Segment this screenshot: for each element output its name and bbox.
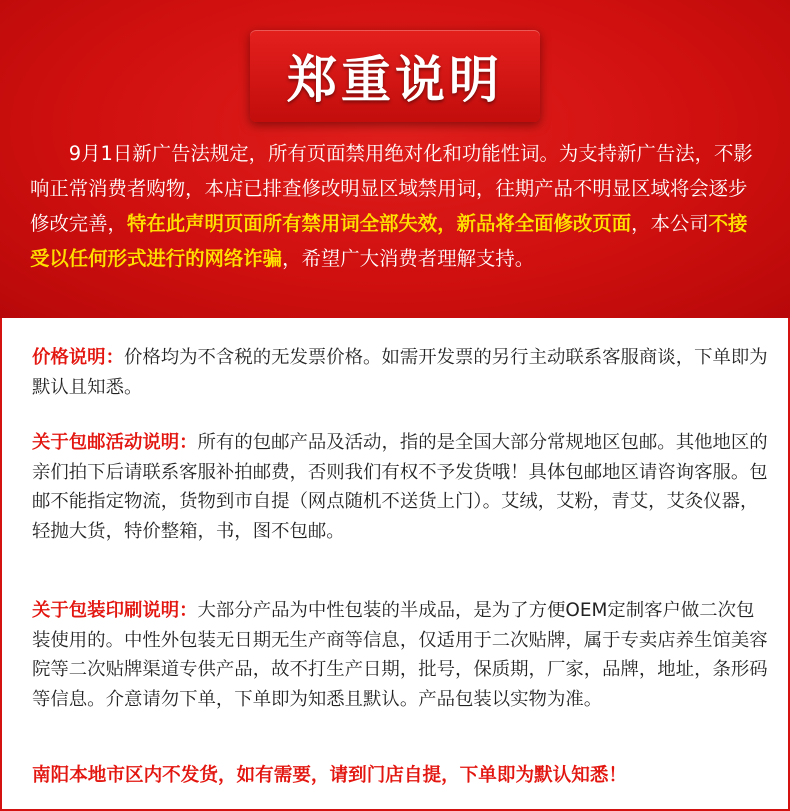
header-panel xyxy=(0,0,790,318)
title-banner xyxy=(250,30,540,122)
packaging-section xyxy=(32,596,770,714)
footer-notice: 南阳本地市区内不发货，如有需要，请到门店自提，下单即为默认知悉！ xyxy=(32,765,628,786)
header-notice xyxy=(30,136,762,276)
notice-text-3: ，希望广大消费者理解支持。 xyxy=(282,247,535,270)
notice-text-2: ，本公司 xyxy=(631,212,709,235)
page-title: 郑重说明 xyxy=(287,51,503,109)
price-section xyxy=(32,343,770,402)
packaging-label: 关于包装印刷说明： xyxy=(32,600,198,621)
notice-highlight-2: 不接受以任何形式进行的网络诈骗 xyxy=(30,212,748,270)
notice-highlight-1: 特在此声明页面所有禁用词全部失效，新品将全面修改页面 xyxy=(126,212,632,235)
packaging-text: 大部分产品为中性包装的半成品，是为了方便OEM定制客户做二次包装使用的。中性外包装无日期无生产商等信息，仅适用于二次贴牌，属于专卖店养生馆美容院等二次贴牌渠道专供产品，故不打生产日期，批号，保质期，厂家，品牌，地址，条形码等信息。介意请勿下单，下单即为知悉且默认。产品包装以实物为准。 xyxy=(32,600,768,710)
shipping-label: 关于包邮活动说明： xyxy=(32,432,198,453)
notice-text-1: 9月1日新广告法规定，所有页面禁用绝对化和功能性词。为支持新广告法，不影响正常消费者购物，本店已排查修改明显区域禁用词，往期产品不明显区域将会逐步修改完善， xyxy=(30,142,753,235)
price-text: 价格均为不含税的无发票价格。如需开发票的另行主动联系客服商谈，下单即为默认且知悉。 xyxy=(32,347,768,398)
shipping-section xyxy=(32,428,770,546)
shipping-text: 所有的包邮产品及活动，指的是全国大部分常规地区包邮。其他地区的亲们拍下后请联系客服补拍邮费，否则我们有权不予发货哦！具体包邮地区请咨询客服。包邮不能指定物流，货物到市自提（网点随机不送货上门）。艾绒，艾粉，青艾，艾灸仪器，轻抛大货，特价整箱，书，图不包邮。 xyxy=(32,432,768,542)
price-label: 价格说明： xyxy=(32,347,124,368)
